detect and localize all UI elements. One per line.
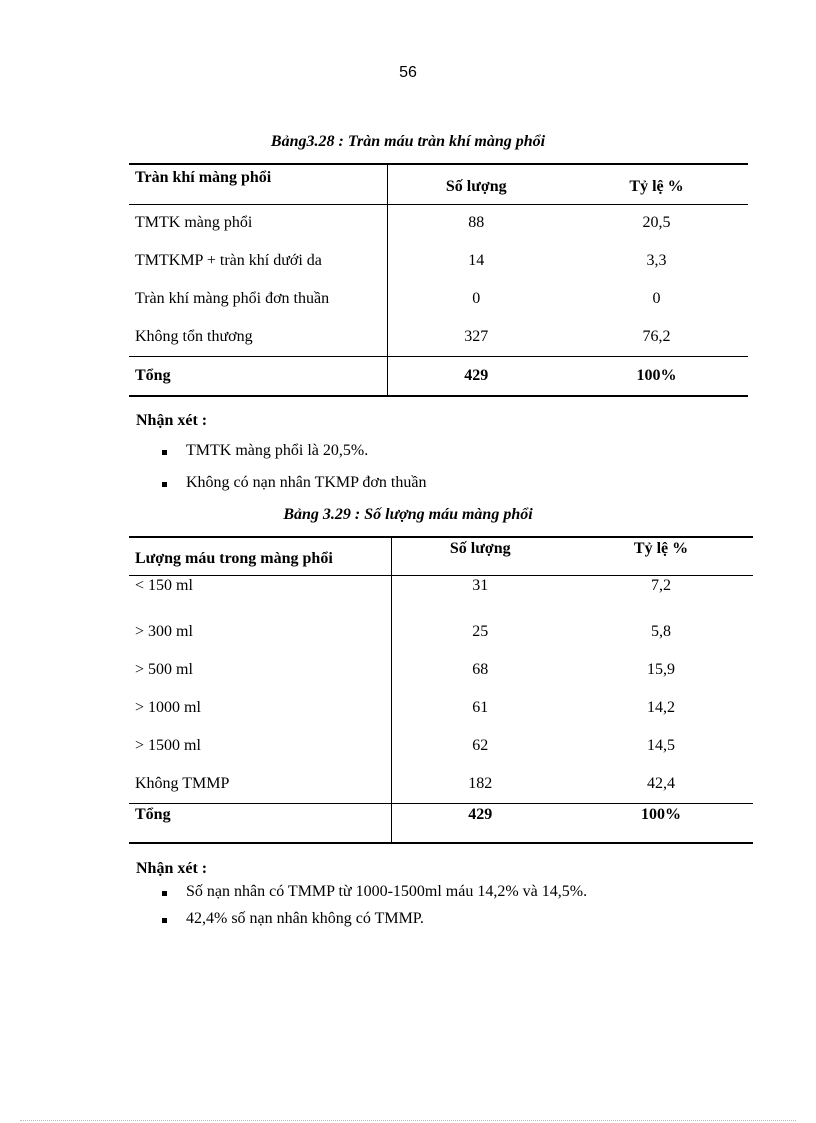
table1-header-col1: Tràn khí màng phổi xyxy=(129,164,387,204)
remarks2-list xyxy=(136,883,587,937)
table2-cell-label: > 300 ml xyxy=(129,613,391,651)
table1-header-row xyxy=(129,164,748,204)
table-row xyxy=(129,242,748,280)
table2-cell-count: 68 xyxy=(472,661,489,678)
table-row xyxy=(129,651,753,689)
table2-cell-percent: 7,2 xyxy=(651,576,671,594)
table1-cell-count: 88 xyxy=(468,214,485,232)
table1-total-count: 429 xyxy=(387,356,565,396)
table2-total-percent: 100% xyxy=(569,803,753,843)
table2-cell-count: 31 xyxy=(472,576,489,594)
table1-cell-count: 14 xyxy=(468,252,485,269)
table2-cell-count: 62 xyxy=(472,737,489,754)
table1-cell-percent: 0 xyxy=(652,290,661,307)
table1-cell-percent: 20,5 xyxy=(642,214,671,232)
table2-cell-percent: 14,5 xyxy=(647,737,675,754)
table2-caption: Bảng 3.29 : Số lượng máu màng phổi xyxy=(283,506,533,523)
table1-total-percent: 100% xyxy=(565,356,748,396)
table1-cell-count: 0 xyxy=(472,290,481,307)
table1 xyxy=(129,163,748,397)
table1-cell-label: Không tổn thương xyxy=(129,318,387,356)
table-row xyxy=(129,318,748,356)
table-row xyxy=(129,689,753,727)
table2-cell-percent: 42,4 xyxy=(647,774,675,792)
table1-caption: Bảng3.28 : Tràn máu tràn khí màng phổi xyxy=(270,133,546,150)
table2-header-col3: Tỷ lệ % xyxy=(569,537,753,575)
table2-cell-count: 61 xyxy=(472,699,489,716)
remarks1-list xyxy=(136,442,426,502)
table1-cell-percent: 3,3 xyxy=(646,252,667,269)
table2-cell-label: < 150 ml xyxy=(129,575,391,613)
table-row xyxy=(129,613,753,651)
table1-header-col3: Tỷ lệ % xyxy=(565,164,748,204)
table1-cell-label: TMTK màng phổi xyxy=(129,204,387,242)
table1-cell-label: TMTKMP + tràn khí dưới da xyxy=(129,242,387,280)
table-row xyxy=(129,204,748,242)
remarks1-title: Nhận xét : xyxy=(136,412,208,429)
table1-header-col2: Số lượng xyxy=(387,164,565,204)
table1-cell-count: 327 xyxy=(464,327,489,345)
table2-cell-percent: 5,8 xyxy=(651,623,671,640)
table2-total-count: 429 xyxy=(391,803,569,843)
table1-cell-percent: 76,2 xyxy=(642,327,671,345)
table1-total-row xyxy=(129,356,748,396)
table2-total-row xyxy=(129,803,753,843)
table2-cell-label: Không TMMP xyxy=(129,765,391,803)
remarks2-title: Nhận xét : xyxy=(136,860,208,877)
table1-total-label: Tổng xyxy=(129,356,387,396)
list-item: TMTK màng phổi là 20,5%. xyxy=(136,442,426,474)
list-item: Số nạn nhân có TMMP từ 1000-1500ml máu 14,2% và 14,5%. xyxy=(136,883,587,910)
table-row xyxy=(129,575,753,613)
table-row xyxy=(129,727,753,765)
table1-cell-label: Tràn khí màng phổi đơn thuần xyxy=(129,280,387,318)
table-row xyxy=(129,280,748,318)
list-item: 42,4% số nạn nhân không có TMMP. xyxy=(136,910,587,937)
table2-cell-label: > 1500 ml xyxy=(129,727,391,765)
table2 xyxy=(129,536,753,844)
table2-cell-percent: 15,9 xyxy=(647,661,675,678)
table2-cell-percent: 14,2 xyxy=(647,699,675,716)
table2-header-col1: Lượng máu trong màng phổi xyxy=(129,537,391,575)
table2-cell-count: 182 xyxy=(468,774,493,792)
table2-header-col2: Số lượng xyxy=(391,537,569,575)
table-row xyxy=(129,765,753,803)
table2-cell-label: > 1000 ml xyxy=(129,689,391,727)
table2-total-label: Tổng xyxy=(129,803,391,843)
table2-cell-label: > 500 ml xyxy=(129,651,391,689)
list-item: Không có nạn nhân TKMP đơn thuần xyxy=(136,474,426,502)
table2-cell-count: 25 xyxy=(472,623,489,640)
page-number: 56 xyxy=(399,64,417,81)
page-bottom-divider xyxy=(20,1120,796,1121)
table2-header-row xyxy=(129,537,753,575)
